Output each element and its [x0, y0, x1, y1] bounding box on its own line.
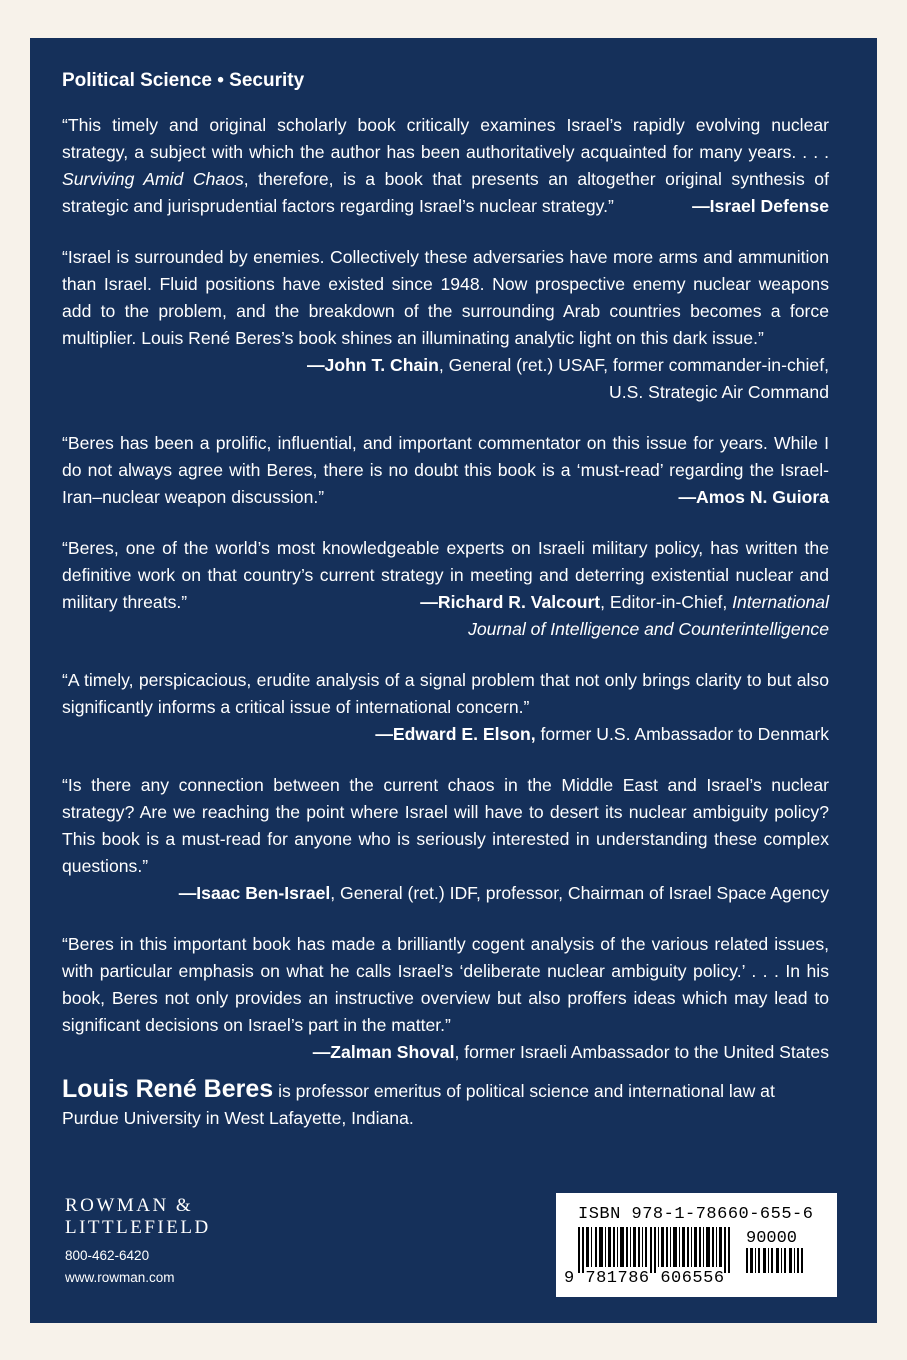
blurb-attribution [62, 1039, 829, 1066]
author-name: Louis René Beres [62, 1075, 274, 1103]
publisher-name-line1: ROWMAN & [65, 1195, 194, 1216]
barcode-box [556, 1193, 837, 1297]
blurb-elson [62, 667, 829, 748]
blurb-valcourt [62, 535, 829, 643]
publisher-name-line2: LITTLEFIELD [65, 1217, 211, 1238]
attribution-role: , Editor-in-Chief, [600, 592, 733, 612]
blurb-attribution [420, 589, 829, 616]
attribution-name: —John T. Chain [306, 355, 439, 375]
barcode-icon [578, 1227, 736, 1273]
blurb-text: “Beres, one of the world’s most knowledgeable experts on Israeli military policy, has written the definitive work on that country’s current strategy in meeting and deterring existential nuclear and military threats.” [62, 538, 829, 612]
cover-content [62, 70, 829, 1132]
author-bio [62, 1076, 829, 1132]
publisher-phone: 800-462-6420 [65, 1248, 150, 1263]
bio-text: is professor emeritus of political science and international law at Purdue University in West Lafayette, Indiana. [62, 1081, 775, 1128]
attribution-name: —Richard R. Valcourt [420, 592, 601, 612]
publisher-block [65, 1195, 211, 1289]
attribution-role: , General (ret.) USAF, former commander-in-chief, [438, 355, 829, 375]
blurb-text-cont: , therefore, is a book that presents an altogether original synthesis of strategic and jurisprudential factors regarding Israel’s nuclear strategy.” [62, 169, 829, 216]
blurb-attribution: —Amos N. Guiora [678, 487, 829, 507]
blurb-text: “Israel is surrounded by enemies. Collectively these adversaries have more arms and ammunition than Israel. Fluid positions have existed since 1948. Now prospective enemy nuclear weapons add to the problem, and the breakdown of the surrounding Arab countries becomes a force multiplier. Louis René Beres’s book shines an illuminating analytic light on this dark issue.” [62, 247, 829, 348]
isbn-text: ISBN 978-1-78660-655-6 [578, 1205, 814, 1224]
price-addon-text: 90000 [746, 1229, 798, 1248]
blurb-shoval [62, 931, 829, 1066]
attribution-name: —Zalman Shoval [312, 1042, 455, 1062]
addon-barcode-icon [746, 1248, 806, 1273]
blurb-text: “This timely and original scholarly book critically examines Israel’s rapidly evolving nuclear strategy, a subject with which the author has been authoritatively acquainted for many years. . . . [62, 115, 829, 162]
blurb-attribution [62, 721, 829, 748]
category-label: Political Science • Security [62, 70, 305, 91]
blurb-text: “Beres in this important book has made a brilliantly cogent analysis of the various related issues, with particular emphasis on what he calls Israel’s ‘deliberate nuclear ambiguity policy.’ . . . In his book, Beres not only provides an instructive overview but also proffers ideas which may lead to significant decisions on Israel’s part in the matter.” [62, 934, 829, 1035]
blurb-chain [62, 244, 829, 406]
blurb-attribution [62, 880, 829, 907]
publisher-website: www.rowman.com [65, 1270, 175, 1285]
attribution-role: former U.S. Ambassador to Denmark [535, 724, 829, 744]
attribution-journal: International [732, 592, 829, 612]
attribution-role: , General (ret.) IDF, professor, Chairman of Israel Space Agency [330, 883, 829, 903]
blurb-ben-israel [62, 772, 829, 907]
ean-number: 9 781786 606556 [564, 1269, 725, 1288]
attribution-journal-cont: Journal of Intelligence and Counterintelligence [468, 619, 829, 639]
attribution-name: —Isaac Ben-Israel [178, 883, 331, 903]
blurb-guiora [62, 430, 829, 511]
attribution-role-cont: U.S. Strategic Air Command [609, 382, 829, 402]
blurb-text: “Beres has been a prolific, influential, and important commentator on this issue for years. While I do not always agree with Beres, there is no doubt this book is a ‘must-read’ regarding the Israel-Iran–nuclear weapon discussion.” [62, 433, 829, 507]
book-title: Surviving Amid Chaos [62, 169, 244, 189]
blurb-text: “Is there any connection between the current chaos in the Middle East and Israel’s nuclear strategy? Are we reaching the point where Israel will have to desert its nuclear ambiguity policy? This book is a must-read for anyone who is seriously interested in understanding these complex questions.” [62, 775, 829, 876]
blurb-attribution [62, 352, 829, 379]
attribution-role: , former Israeli Ambassador to the United States [454, 1042, 829, 1062]
attribution-name: —Edward E. Elson, [375, 724, 536, 744]
blurb-attribution: —Israel Defense [692, 196, 829, 216]
blurb-text: “A timely, perspicacious, erudite analysis of a signal problem that not only brings clarity to but also significantly informs a critical issue of international concern.” [62, 670, 829, 717]
back-cover [30, 38, 877, 1323]
blurb-israel-defense [62, 112, 829, 220]
